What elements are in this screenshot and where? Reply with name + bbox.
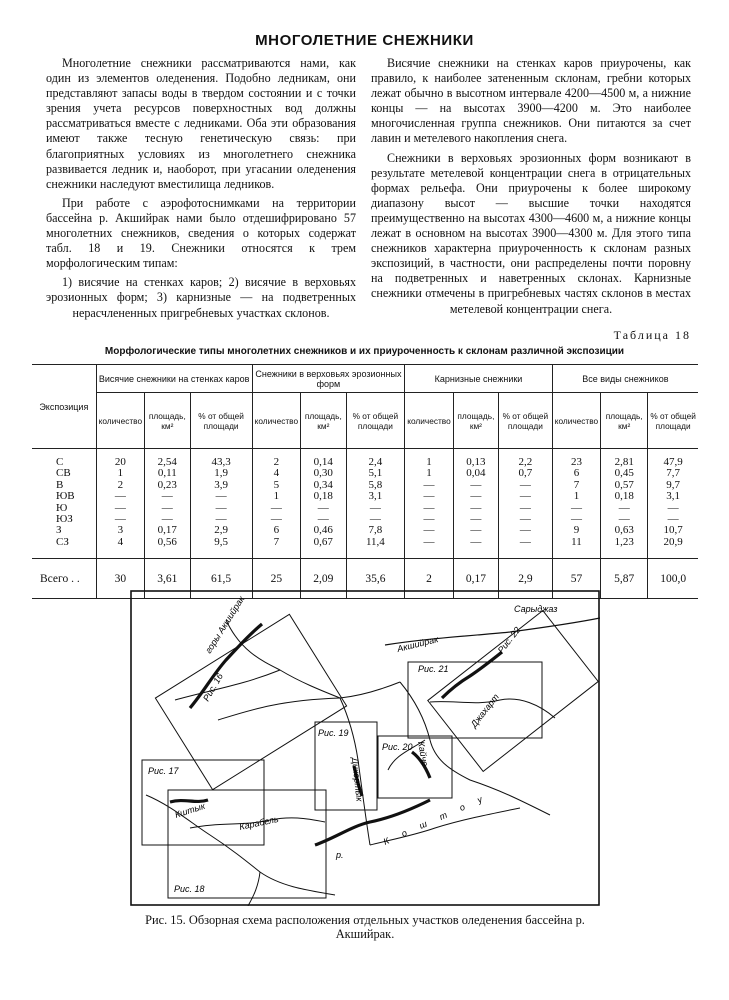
data-column: [301, 449, 346, 559]
table-cell: —: [470, 535, 482, 548]
river-line: [175, 670, 280, 700]
total-cell: 35,6: [346, 559, 405, 599]
exposure-label: В: [56, 478, 64, 491]
data-column: [190, 449, 252, 559]
total-cell: 2,9: [499, 559, 553, 599]
table-cell: 0,56: [157, 535, 177, 548]
sub-header-pct: % от общей площади: [346, 393, 405, 449]
map-label-fig18: Рис. 18: [174, 884, 205, 894]
sub-header-count: количество: [552, 393, 600, 449]
group-header-cornice: Карнизные снежники: [405, 365, 552, 393]
map-label-dikertyk: Дикертык: [350, 757, 365, 802]
total-cell: 100,0: [648, 559, 698, 599]
table-cell: 3,9: [214, 478, 228, 491]
map-label-river-short: р.: [336, 850, 344, 860]
sub-header-area: площадь, км²: [601, 393, 648, 449]
data-column: [405, 449, 453, 559]
table-cell: —: [161, 490, 173, 503]
total-cell: 25: [252, 559, 300, 599]
map-label-fig21: Рис. 21: [418, 664, 449, 674]
table-cell: 0,30: [313, 467, 333, 480]
table-cell: 2,81: [614, 456, 634, 468]
sub-header-area: площадь, км²: [145, 393, 190, 449]
map-label-koshtou: К о ш т о у: [381, 791, 490, 847]
exposure-label: ЮЗ: [56, 513, 73, 526]
page-title: МНОГОЛЕТНИЕ СНЕЖНИКИ: [255, 32, 474, 49]
left-paragraph-2: При работе с аэрофотоснимками на территории бассейна р. Акшийрак нами было отдешифрировано 57 многолетних снежников, сведения о которых содержат табл. 18 и 19. Снежники относятся к трем морфологическим типам:: [46, 195, 356, 271]
table-cell: —: [519, 478, 531, 491]
sub-header-count: количество: [252, 393, 300, 449]
table-cell: —: [423, 535, 435, 548]
sub-header-area: площадь, км²: [301, 393, 346, 449]
exposure-label: СВ: [56, 467, 71, 480]
table-cell: 7,7: [666, 467, 680, 480]
right-paragraph-2: Снежники в верховьях эрозионных форм возникают в результате метелевой концентрации снега в отрицательных формах рельефа. Они приурочены к более широкому диапазону высот — высшие точки находятся преимущественно на высотах 4300—4600 м, а нижние концы лежат в основном на высотах 3900—4300 м. Для этого типа снежников характерна приуроченность к склонам разных экспозиций, в частности, они распределены почти поровну на подветренных и наветренных склонах. Карнизные снежники отмечены в пригребневых частях склонов в местах метелевой концентрации снега.: [371, 150, 691, 316]
table-cell: 0,04: [466, 467, 486, 480]
table-cell: —: [519, 501, 531, 514]
table-cell: 3,1: [666, 490, 680, 503]
table-cell: —: [519, 535, 531, 548]
table-cell: 0,18: [313, 490, 333, 503]
table-cell: 43,3: [211, 456, 231, 468]
table-cell: —: [215, 513, 227, 526]
table-cell: 0,13: [466, 456, 486, 468]
table-cell: 20: [114, 456, 126, 468]
table-cell: 9: [573, 524, 580, 537]
map-label-kshtyk: Кштык: [173, 800, 207, 820]
map-label-fig20: Рис. 20: [382, 742, 413, 752]
table-cell: 1: [273, 490, 280, 503]
map-label-fig22: Рис. 22: [495, 625, 523, 656]
map-label-akshiyrak-river: Акшийрак: [396, 634, 440, 654]
exposure-label: С: [56, 456, 64, 468]
fig16-frame: [155, 614, 346, 789]
total-label: Всего . .: [32, 559, 96, 599]
table-cell: 0,17: [157, 524, 177, 537]
table-cell: —: [423, 478, 435, 491]
data-column: [252, 449, 300, 559]
table-cell: 10,7: [663, 524, 683, 537]
table-cell: 7,8: [368, 524, 383, 537]
left-paragraph-3: 1) висячие на стенках каров; 2) висячие в верховьях эрозионных форм; 3) карнизные — на подветренных нерасчлененных пригребневых участках склонов.: [46, 275, 356, 320]
table-cell: 2,2: [518, 456, 533, 468]
table-caption: Морфологические типы многолетних снежников и их приуроченность к склонам различной экспозиции: [104, 346, 625, 357]
exposure-label: З: [56, 524, 62, 537]
table-cell: 20,9: [663, 535, 683, 548]
table-cell: —: [114, 490, 126, 503]
right-column: [371, 56, 691, 321]
total-cell: 0,17: [453, 559, 498, 599]
river-line: [248, 872, 260, 906]
table-cell: 0,67: [313, 535, 333, 548]
table-cell: 2,9: [214, 524, 228, 537]
table-cell: —: [470, 478, 482, 491]
map-label-kaiche: Кайче: [416, 740, 431, 767]
table-cell: 0,23: [157, 478, 177, 491]
exposure-column: [32, 449, 96, 559]
data-column: [453, 449, 498, 559]
group-header-all: Все виды снежников: [552, 365, 698, 393]
table-cell: —: [423, 490, 435, 503]
ridge-line: [190, 624, 262, 708]
table-cell: 7: [273, 535, 280, 548]
table-cell: 7: [573, 478, 580, 491]
table-cell: 9,7: [666, 478, 680, 491]
table-cell: 1: [426, 456, 432, 468]
table-cell: 2: [273, 456, 280, 468]
total-cell: 57: [552, 559, 600, 599]
table-label: Таблица 18: [613, 328, 691, 342]
map-label-karabel: Карабель: [238, 813, 280, 832]
sub-header-area: площадь, км²: [453, 393, 498, 449]
data-column: [552, 449, 600, 559]
data-column: [346, 449, 405, 559]
table-cell: 11: [571, 535, 582, 548]
total-cell: 30: [96, 559, 144, 599]
table-cell: —: [114, 501, 126, 514]
table-cell: —: [618, 501, 630, 514]
table-cell: —: [470, 501, 482, 514]
table-cell: —: [519, 513, 531, 526]
table-cell: 0,34: [313, 478, 333, 491]
table-cell: 0,18: [614, 490, 634, 503]
group-header-erosion: Снежники в верховьях эрозионных форм: [252, 365, 405, 393]
table-cell: —: [215, 490, 227, 503]
total-cell: 3,61: [145, 559, 190, 599]
table-cell: —: [161, 513, 173, 526]
table-cell: 0,57: [614, 478, 634, 491]
total-cell: 5,87: [601, 559, 648, 599]
table-cell: —: [618, 513, 630, 526]
map-label-sarydzhaz: Сарыджаз: [514, 604, 558, 614]
map-label-fig17: Рис. 17: [148, 766, 179, 776]
table-cell: —: [215, 501, 227, 514]
exposure-label: ЮВ: [56, 490, 75, 503]
table-cell: 0,45: [614, 467, 634, 480]
table-cell: —: [114, 513, 126, 526]
river-line: [218, 682, 400, 720]
table-cell: —: [317, 513, 329, 526]
map-label-fig16: Рис. 16: [201, 671, 225, 703]
table-cell: —: [570, 501, 582, 514]
table-cell: —: [470, 490, 482, 503]
table-cell: 0,14: [313, 456, 333, 468]
table-cell: —: [317, 501, 329, 514]
table-cell: 1: [426, 467, 432, 480]
table-cell: 2,54: [157, 456, 177, 468]
map-frame: [131, 591, 599, 905]
table-cell: 0,7: [518, 467, 533, 480]
total-cell: 61,5: [190, 559, 252, 599]
exposure-label: СЗ: [56, 535, 69, 548]
table-cell: 6: [573, 467, 580, 480]
table-cell: 11,4: [365, 535, 385, 548]
data-column: [648, 449, 698, 559]
table-cell: 9,5: [214, 535, 228, 548]
table-cell: 4: [273, 467, 280, 480]
table-cell: 3: [117, 524, 124, 537]
table-cell: 0,63: [614, 524, 634, 537]
right-paragraph-1: Висячие снежники на стенках каров приурочены, как правило, к наиболее затененным склонам, гребни которых лежат обычно в высотном интервале 4200—4500 м, а нижние концы — на высотах 3900—4200 м. Это наиболее многочисленная группа снежников. Они питаются за счет лавин и метелевого накопления снега.: [371, 56, 691, 146]
exposure-header: Экспозиция: [32, 365, 96, 449]
table-cell: 2,4: [368, 456, 383, 468]
table-cell: 1: [117, 467, 124, 480]
exposure-label: Ю: [56, 501, 68, 514]
group-header-hanging-cirque: Висячие снежники на стенках каров: [96, 365, 252, 393]
table-cell: —: [270, 501, 282, 514]
table-cell: —: [423, 513, 435, 526]
sub-header-pct: % от общей площади: [648, 393, 698, 449]
table-cell: —: [423, 524, 435, 537]
table-cell: 0,46: [313, 524, 333, 537]
total-cell: 2,09: [301, 559, 346, 599]
data-column: [499, 449, 553, 559]
table-cell: 5,8: [368, 478, 383, 491]
table-cell: 6: [273, 524, 280, 537]
left-column: [46, 56, 356, 325]
table-cell: 5,1: [368, 467, 383, 480]
data-column: [145, 449, 190, 559]
total-cell: 2: [405, 559, 453, 599]
table-cell: 2: [117, 478, 124, 491]
table-cell: —: [470, 524, 482, 537]
table-cell: —: [369, 501, 381, 514]
ridge-line: [315, 800, 430, 845]
table-cell: 47,9: [663, 456, 683, 468]
map-label-dzhaxart: Джаxарт: [468, 691, 501, 730]
table-cell: 0,11: [157, 467, 177, 480]
map-label-fig19: Рис. 19: [318, 728, 349, 738]
table-cell: —: [270, 513, 282, 526]
ridge-line: [442, 652, 502, 698]
river-line: [226, 620, 340, 698]
table-cell: 4: [117, 535, 124, 548]
map-label-akshiyrak-mountains: горы Акшийрак: [203, 594, 247, 656]
table-body-row: [32, 449, 698, 559]
data-column: [96, 449, 144, 559]
table-cell: 3,1: [368, 490, 383, 503]
table-cell: 23: [570, 456, 582, 468]
table-cell: —: [369, 513, 381, 526]
overview-map: [130, 590, 600, 906]
table-cell: —: [161, 501, 173, 514]
table-cell: 1: [573, 490, 580, 503]
figure-caption: Рис. 15. Обзорная схема расположения отдельных участков оледенения бассейна р. Акшийрак.: [145, 913, 585, 941]
table-cell: —: [519, 524, 531, 537]
table-cell: —: [423, 501, 435, 514]
left-paragraph-1: Многолетние снежники рассматриваются нами, как один из элементов оледенения. Подобно ледникам, они представляют запасы воды в твердом состоянии и с точки зрения учета ресурсов поверхностных вод должны рассматриваться вместе с ледниками. Оба эти образования имеют также тесную генетическую связь: при благоприятных условиях из многолетнего снежника развивается ледник и, наоборот, при угасании оледенения снежники наследуют вместилища ледников.: [46, 56, 356, 191]
snowfield-table: [32, 364, 698, 599]
table-cell: —: [519, 490, 531, 503]
table-cell: —: [667, 513, 679, 526]
table-cell: —: [570, 513, 582, 526]
table-cell: 1,23: [614, 535, 634, 548]
table-cell: 5: [273, 478, 280, 491]
sub-header-pct: % от общей площади: [190, 393, 252, 449]
sub-header-count: количество: [405, 393, 453, 449]
data-column: [601, 449, 648, 559]
sub-header-count: количество: [96, 393, 144, 449]
table-cell: —: [470, 513, 482, 526]
table-cell: 1,9: [214, 467, 228, 480]
table-cell: —: [667, 501, 679, 514]
sub-header-pct: % от общей площади: [499, 393, 553, 449]
